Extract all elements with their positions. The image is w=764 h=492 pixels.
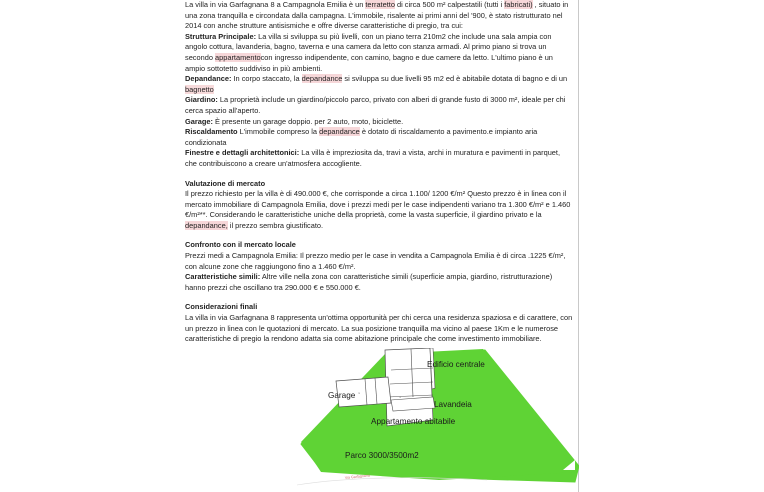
heading-considerazioni-finali: Considerazioni finali (185, 302, 258, 312)
confronto-paragraph-1: Prezzi medi a Campagnola Emilia: Il prezzo medio per le case in vendita a Campagnola Emilia è di circa .1225 €/m², con alcune zone che raggiungono fino a 1.460 €/m². (185, 251, 566, 271)
highlight-depandance-3: depandance, (185, 220, 228, 230)
section-garage (185, 117, 573, 128)
label-edificio-centrale: Edificio centrale (427, 360, 485, 369)
section-text-a: La proprietà include un giardino/piccolo parco, privato con alberi di grande fusto di 3000 m², ideale per chi cerca spazio all'aperto. (185, 95, 566, 115)
section-text-b: si sviluppa su due livelli 95 m2 ed è abitabile dotata di bagno e di un (342, 74, 568, 84)
considerazioni-paragraph: La villa in via Garfagnana 8 rappresenta un'ottima opportunità per chi cerca una residenza spaziosa e di carattere, con un prezzo in linea con le quotazioni di mercato. La sua posizione tranquilla ma vicino al paese 1Km e le numerose caratteristiche di pregio la rendono adatta sia come abitazione principale che come investimento immobiliare. (185, 313, 573, 344)
section-giardino (185, 95, 573, 116)
valutazione-paragraph (185, 189, 573, 231)
section-label: Giardino: (185, 95, 218, 105)
label-appartamento-abitabile: Appartamento abitabile (371, 417, 456, 426)
section-riscaldamento (185, 127, 573, 148)
highlight-terratetto: terratetto (365, 0, 395, 9)
section-label: Struttura Principale: (185, 31, 257, 41)
highlight-fabricati: fabricati) (504, 0, 533, 9)
section-text-b: è dotato di riscaldamento a pavimento.e impianto aria condizionata (185, 127, 538, 147)
paragraph-spacer (185, 231, 573, 240)
valutazione-text-a: Il prezzo richiesto per la villa è di 490.000 €, che corrisponde a circa 1.100/ 1200 €/m² Questo prezzo è in linea con il mercato immobiliare di Campagnola Emilia, dove i prezzi medi per le case indipendenti variano tra 1.300 €/m² e 1.460 €/m²**. Considerando le caratteristiche uniche della proprietà, come la vasta superficie, il giardino privato e la (185, 189, 571, 220)
section-finestre (185, 148, 573, 169)
heading-confronto-mercato-locale: Confronto con il mercato locale (185, 240, 296, 250)
section-depandance (185, 74, 573, 95)
intro-text-b: di circa 500 m² calpestatili (tutti i (394, 0, 505, 9)
section-text-a: La villa si sviluppa su più livelli, con un piano terra 210m2 che include una sala ampia con angolo cottura, lavanderia, bagno, taverna e una camera da letto con stanza armadi. Al primo piano si trova un secondo (185, 31, 552, 62)
caratteristiche-simili-label: Caratteristiche simili: (185, 272, 261, 282)
highlight-bagnetto: bagnetto (185, 84, 214, 94)
section-label: Riscaldamento (185, 127, 238, 137)
label-lavanderia: Lavandeia (434, 400, 472, 409)
section-label: Garage: (185, 116, 213, 126)
valutazione-text-b: il prezzo sembra giustificato. (227, 220, 324, 230)
confronto-paragraph-2 (185, 272, 573, 293)
street-line (297, 478, 487, 485)
highlight-depandance: depandance (301, 74, 343, 84)
section-struttura-principale (185, 32, 573, 74)
appartamento-dimension-mark: m (399, 396, 402, 399)
building-edificio-centrale (385, 348, 433, 426)
section-label: Finestre e dettagli architettonici: (185, 148, 300, 158)
section-text-a: È presente un garage doppio. per 2 auto, moto, biciclette. (212, 116, 404, 126)
label-via-garfagnana: Via Garfagnana (344, 473, 371, 480)
section-text-a: La villa è impreziosita da, travi a vista, archi in muratura e pavimenti in parquet, che contribuiscono a creare un'atmosfera accogliente. (185, 148, 561, 168)
caratteristiche-simili-text: Altre ville nella zona con caratteristiche simili (superficie ampia, giardino, ristrutturazione) hanno prezzi che oscillano tra 290.000 € e 550.000 €. (185, 272, 553, 292)
intro-text-c: , situato in una zona tranquilla e circondata dalla campagna. L'immobile, risalente ai primi anni del '900, è stato ristrutturato nel 2014 con anche strutture antisismiche e offre diverse caratteristiche di pregio, tra cui: (185, 0, 569, 31)
property-description-document (185, 0, 573, 345)
label-garage: Garage (328, 391, 356, 400)
garage-dimension-mark: m (358, 392, 361, 395)
site-plan-figure (287, 348, 579, 492)
section-label: Depandance: (185, 74, 232, 84)
section-text-b: con ingresso indipendente, con camino, bagno e due camere da letto. L'ultimo piano è un ampio sottotetto suddiviso in più ambienti. (185, 52, 553, 73)
section-text-a: L'immobile compreso la (237, 127, 320, 137)
intro-text-a: La villa in via Garfagnana 8 a Campagnola Emilia è un (185, 0, 366, 9)
highlight-depandance-2: depandance (319, 127, 360, 137)
label-parco: Parco 3000/3500m2 (345, 451, 419, 460)
paragraph-spacer (185, 170, 573, 179)
highlight-appartamento: appartamento (215, 52, 261, 62)
section-text-a: In corpo staccato, la (231, 74, 302, 84)
heading-valutazione-di-mercato: Valutazione di mercato (185, 178, 266, 188)
paragraph-spacer (185, 293, 573, 302)
intro-paragraph (185, 0, 573, 32)
